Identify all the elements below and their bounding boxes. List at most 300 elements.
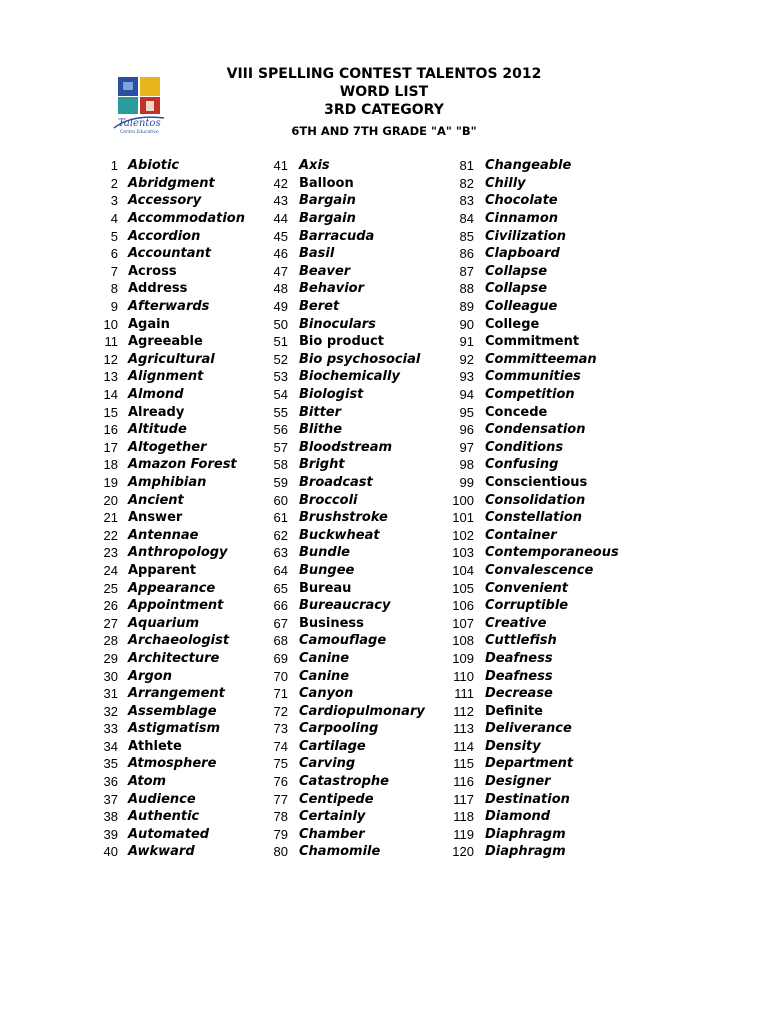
list-item xyxy=(96,245,245,263)
list-item xyxy=(448,474,619,492)
item-number: 45 xyxy=(273,228,288,244)
list-item xyxy=(262,315,425,333)
item-word: Bio psychosocial xyxy=(299,351,421,367)
item-number: 22 xyxy=(103,527,118,543)
list-item xyxy=(262,298,425,316)
item-word: Authentic xyxy=(128,809,200,825)
list-item xyxy=(262,333,425,351)
item-word: Bloodstream xyxy=(299,439,393,455)
item-number: 113 xyxy=(453,721,474,737)
item-number: 36 xyxy=(103,774,118,790)
item-number: 93 xyxy=(459,369,474,385)
item-word: Destination xyxy=(485,791,570,807)
item-word: Alignment xyxy=(128,369,204,385)
contest-title: VIII SPELLING CONTEST TALENTOS 2012 xyxy=(226,66,542,82)
list-item xyxy=(96,351,245,369)
list-item xyxy=(448,210,619,228)
list-item xyxy=(262,509,425,527)
item-number: 52 xyxy=(273,351,288,367)
item-number: 55 xyxy=(273,404,288,420)
item-word: Designer xyxy=(485,774,551,790)
word-column-1 xyxy=(96,157,245,861)
list-item xyxy=(448,386,619,404)
list-item xyxy=(96,491,245,509)
item-number: 118 xyxy=(453,809,474,825)
item-number: 61 xyxy=(273,510,288,526)
item-number: 8 xyxy=(110,281,118,297)
item-number: 110 xyxy=(453,668,474,684)
list-item xyxy=(448,773,619,791)
item-number: 83 xyxy=(459,193,474,209)
item-word: Collapse xyxy=(485,263,548,279)
list-item xyxy=(96,755,245,773)
item-word: Bargain xyxy=(299,193,356,209)
item-number: 69 xyxy=(273,650,288,666)
list-item xyxy=(262,790,425,808)
item-number: 29 xyxy=(103,650,118,666)
list-item xyxy=(96,614,245,632)
list-item xyxy=(262,667,425,685)
list-item xyxy=(262,685,425,703)
item-word: Conscientious xyxy=(485,474,588,490)
item-word: Container xyxy=(485,527,557,543)
item-word: Abridgment xyxy=(128,175,215,191)
list-item xyxy=(262,263,425,281)
item-word: Accountant xyxy=(128,246,211,262)
list-item xyxy=(96,386,245,404)
list-item xyxy=(262,614,425,632)
list-item xyxy=(262,386,425,404)
item-number: 46 xyxy=(273,246,288,262)
item-number: 92 xyxy=(459,351,474,367)
item-word: Deafness xyxy=(485,668,553,684)
item-word: Bungee xyxy=(299,562,355,578)
item-number: 28 xyxy=(103,633,118,649)
item-word: Answer xyxy=(128,510,183,526)
item-word: Agricultural xyxy=(128,351,215,367)
item-number: 74 xyxy=(273,738,288,754)
item-number: 116 xyxy=(453,774,474,790)
item-word: Audience xyxy=(128,791,196,807)
item-number: 56 xyxy=(273,422,288,438)
item-word: Biologist xyxy=(299,387,364,403)
list-item xyxy=(262,403,425,421)
item-number: 82 xyxy=(459,175,474,191)
item-number: 112 xyxy=(453,703,474,719)
item-word: Conditions xyxy=(485,439,564,455)
item-word: Bright xyxy=(299,457,345,473)
list-item xyxy=(96,368,245,386)
item-number: 11 xyxy=(104,334,118,350)
list-item xyxy=(448,720,619,738)
list-item xyxy=(96,632,245,650)
item-number: 40 xyxy=(103,844,118,860)
item-number: 54 xyxy=(273,387,288,403)
list-item xyxy=(448,175,619,193)
list-item xyxy=(448,755,619,773)
item-number: 53 xyxy=(273,369,288,385)
list-item xyxy=(262,702,425,720)
item-number: 81 xyxy=(459,158,474,174)
item-word: Behavior xyxy=(299,281,365,297)
item-number: 34 xyxy=(103,738,118,754)
item-number: 50 xyxy=(273,316,288,332)
item-number: 91 xyxy=(459,334,474,350)
list-item xyxy=(448,280,619,298)
item-number: 30 xyxy=(103,668,118,684)
item-number: 4 xyxy=(110,211,118,227)
item-word: Accommodation xyxy=(128,211,245,227)
item-number: 27 xyxy=(103,615,118,631)
list-item xyxy=(448,702,619,720)
item-word: Collapse xyxy=(485,281,548,297)
item-number: 64 xyxy=(273,562,288,578)
item-word: Decrease xyxy=(485,686,553,702)
item-word: Clapboard xyxy=(485,246,560,262)
list-item xyxy=(96,667,245,685)
word-column-3 xyxy=(448,157,619,861)
list-item xyxy=(262,544,425,562)
item-word: Apparent xyxy=(128,562,197,578)
category-heading: 3RD CATEGORY xyxy=(324,102,444,118)
list-item xyxy=(96,544,245,562)
list-item xyxy=(448,192,619,210)
list-item xyxy=(448,667,619,685)
item-number: 43 xyxy=(273,193,288,209)
list-item xyxy=(262,192,425,210)
item-word: Agreeable xyxy=(128,334,203,350)
item-word: Deliverance xyxy=(485,721,572,737)
list-item xyxy=(96,597,245,615)
item-number: 62 xyxy=(273,527,288,543)
list-item xyxy=(96,526,245,544)
item-number: 108 xyxy=(452,633,474,649)
list-item xyxy=(448,298,619,316)
item-number: 33 xyxy=(103,721,118,737)
item-word: Commitment xyxy=(485,334,580,350)
item-word: Carving xyxy=(299,756,356,772)
list-item xyxy=(448,351,619,369)
item-number: 17 xyxy=(103,439,118,455)
list-item xyxy=(262,843,425,861)
item-word: Atmosphere xyxy=(128,756,217,772)
item-number: 80 xyxy=(273,844,288,860)
item-number: 97 xyxy=(459,439,474,455)
item-number: 10 xyxy=(103,316,118,332)
item-number: 120 xyxy=(452,844,474,860)
item-number: 70 xyxy=(273,668,288,684)
item-number: 14 xyxy=(103,387,118,403)
item-word: Bureaucracy xyxy=(299,598,391,614)
item-number: 26 xyxy=(103,598,118,614)
item-number: 48 xyxy=(273,281,288,297)
list-item xyxy=(448,614,619,632)
item-word: Broccoli xyxy=(299,492,358,508)
list-item xyxy=(448,597,619,615)
item-word: Camouflage xyxy=(299,633,387,649)
item-number: 98 xyxy=(459,457,474,473)
item-word: Buckwheat xyxy=(299,527,380,543)
item-number: 23 xyxy=(103,545,118,561)
list-item xyxy=(448,808,619,826)
list-item xyxy=(262,439,425,457)
item-word: Basil xyxy=(299,246,335,262)
list-item xyxy=(96,333,245,351)
list-item xyxy=(262,175,425,193)
item-number: 42 xyxy=(273,175,288,191)
list-item xyxy=(262,474,425,492)
item-number: 86 xyxy=(459,246,474,262)
item-word: Brushstroke xyxy=(299,510,388,526)
item-word: Biochemically xyxy=(299,369,400,385)
item-word: Consolidation xyxy=(485,492,586,508)
item-number: 49 xyxy=(273,299,288,315)
item-number: 41 xyxy=(273,158,288,174)
list-item xyxy=(96,298,245,316)
list-item xyxy=(448,632,619,650)
list-item xyxy=(448,403,619,421)
item-word: Already xyxy=(128,404,185,420)
item-word: Anthropology xyxy=(128,545,228,561)
list-item xyxy=(96,421,245,439)
item-number: 90 xyxy=(459,316,474,332)
item-number: 38 xyxy=(103,809,118,825)
item-word: Committeeman xyxy=(485,351,597,367)
item-word: Centipede xyxy=(299,791,374,807)
item-number: 58 xyxy=(273,457,288,473)
list-item xyxy=(448,509,619,527)
list-item xyxy=(96,843,245,861)
item-number: 5 xyxy=(110,228,118,244)
item-word: Altogether xyxy=(128,439,207,455)
item-word: Aquarium xyxy=(128,615,200,631)
list-item xyxy=(262,245,425,263)
list-item xyxy=(96,650,245,668)
item-word: Accordion xyxy=(128,228,201,244)
item-word: Diamond xyxy=(485,809,551,825)
list-item xyxy=(96,509,245,527)
item-number: 21 xyxy=(103,510,118,526)
list-item xyxy=(448,579,619,597)
item-word: Communities xyxy=(485,369,581,385)
item-number: 20 xyxy=(103,492,118,508)
item-word: Accessory xyxy=(128,193,202,209)
item-number: 1 xyxy=(110,158,118,174)
item-number: 95 xyxy=(459,404,474,420)
item-word: Bio product xyxy=(299,334,384,350)
list-item xyxy=(448,491,619,509)
item-word: Carpooling xyxy=(299,721,379,737)
item-number: 102 xyxy=(452,527,474,543)
item-number: 75 xyxy=(273,756,288,772)
item-word: Architecture xyxy=(128,650,220,666)
item-word: Density xyxy=(485,738,541,754)
list-item xyxy=(262,738,425,756)
item-word: Astigmatism xyxy=(128,721,221,737)
item-number: 71 xyxy=(273,686,288,702)
list-item xyxy=(448,368,619,386)
item-word: Cardiopulmonary xyxy=(299,703,425,719)
item-number: 31 xyxy=(103,686,118,702)
item-word: Changeable xyxy=(485,158,572,174)
item-word: Balloon xyxy=(299,175,354,191)
item-number: 35 xyxy=(103,756,118,772)
list-item xyxy=(448,421,619,439)
list-item xyxy=(262,210,425,228)
item-number: 39 xyxy=(103,826,118,842)
item-word: Chocolate xyxy=(485,193,558,209)
list-item xyxy=(262,456,425,474)
item-number: 57 xyxy=(273,439,288,455)
list-item xyxy=(262,227,425,245)
list-item xyxy=(96,456,245,474)
item-number: 103 xyxy=(452,545,474,561)
item-number: 99 xyxy=(459,474,474,490)
item-word: Almond xyxy=(128,387,184,403)
item-number: 73 xyxy=(273,721,288,737)
list-item xyxy=(262,351,425,369)
item-word: Department xyxy=(485,756,574,772)
list-item xyxy=(448,439,619,457)
item-word: Argon xyxy=(128,668,172,684)
list-item xyxy=(96,579,245,597)
list-item xyxy=(96,403,245,421)
item-number: 68 xyxy=(273,633,288,649)
item-word: Contemporaneous xyxy=(485,545,619,561)
item-word: Ancient xyxy=(128,492,184,508)
list-item xyxy=(96,720,245,738)
item-number: 3 xyxy=(110,193,118,209)
item-word: Bitter xyxy=(299,404,342,420)
item-number: 32 xyxy=(103,703,118,719)
list-item xyxy=(96,439,245,457)
list-item xyxy=(448,826,619,844)
item-number: 115 xyxy=(453,756,474,772)
item-number: 63 xyxy=(273,545,288,561)
list-item xyxy=(262,579,425,597)
word-column-2 xyxy=(262,157,425,861)
list-item xyxy=(262,632,425,650)
list-item xyxy=(448,333,619,351)
svg-text:Talentos: Talentos xyxy=(118,118,161,129)
item-word: Confusing xyxy=(485,457,559,473)
item-word: Chamber xyxy=(299,826,365,842)
item-number: 6 xyxy=(110,246,118,262)
item-word: Condensation xyxy=(485,422,586,438)
list-item xyxy=(262,526,425,544)
item-number: 15 xyxy=(103,404,118,420)
list-item xyxy=(448,157,619,175)
list-item xyxy=(96,790,245,808)
list-item xyxy=(262,755,425,773)
item-word: Beaver xyxy=(299,263,351,279)
word-list-heading: WORD LIST xyxy=(339,84,429,100)
item-number: 105 xyxy=(452,580,474,596)
item-word: Athlete xyxy=(128,738,182,754)
list-item xyxy=(448,790,619,808)
list-item xyxy=(96,227,245,245)
list-item xyxy=(262,720,425,738)
list-item xyxy=(448,843,619,861)
item-number: 37 xyxy=(103,791,118,807)
list-item xyxy=(96,702,245,720)
item-word: Definite xyxy=(485,703,543,719)
list-item xyxy=(262,368,425,386)
item-number: 106 xyxy=(452,598,474,614)
item-number: 16 xyxy=(103,422,118,438)
item-word: Canine xyxy=(299,650,350,666)
list-item xyxy=(96,263,245,281)
item-number: 117 xyxy=(453,791,474,807)
list-item xyxy=(448,315,619,333)
item-number: 89 xyxy=(459,299,474,315)
item-word: Broadcast xyxy=(299,474,373,490)
item-word: Diaphragm xyxy=(485,826,566,842)
item-word: Catastrophe xyxy=(299,774,389,790)
item-word: Abiotic xyxy=(128,158,180,174)
item-word: Amazon Forest xyxy=(128,457,237,473)
list-item xyxy=(262,157,425,175)
list-item xyxy=(96,280,245,298)
item-number: 7 xyxy=(110,263,118,279)
item-number: 111 xyxy=(454,686,474,702)
list-item xyxy=(96,738,245,756)
item-word: Automated xyxy=(128,826,210,842)
item-word: Business xyxy=(299,615,364,631)
item-word: Diaphragm xyxy=(485,844,566,860)
item-number: 76 xyxy=(273,774,288,790)
item-number: 77 xyxy=(273,791,288,807)
item-word: Assemblage xyxy=(128,703,217,719)
item-word: Bargain xyxy=(299,211,356,227)
list-item xyxy=(448,738,619,756)
item-word: Chamomile xyxy=(299,844,381,860)
item-word: Barracuda xyxy=(299,228,375,244)
list-item xyxy=(96,685,245,703)
item-word: Axis xyxy=(299,158,330,174)
list-item xyxy=(96,808,245,826)
item-number: 114 xyxy=(453,738,474,754)
item-number: 44 xyxy=(273,211,288,227)
list-item xyxy=(448,245,619,263)
item-word: Binoculars xyxy=(299,316,376,332)
item-number: 88 xyxy=(459,281,474,297)
item-word: Arrangement xyxy=(128,686,225,702)
item-number: 65 xyxy=(273,580,288,596)
item-word: Bundle xyxy=(299,545,350,561)
item-word: Deafness xyxy=(485,650,553,666)
item-word: Canine xyxy=(299,668,350,684)
list-item xyxy=(262,280,425,298)
item-word: Corruptible xyxy=(485,598,569,614)
list-item xyxy=(96,192,245,210)
item-word: Cinnamon xyxy=(485,211,559,227)
item-number: 87 xyxy=(459,263,474,279)
item-number: 9 xyxy=(110,299,118,315)
item-number: 78 xyxy=(273,809,288,825)
item-word: Afterwards xyxy=(128,299,210,315)
grade-heading: 6TH AND 7TH GRADE "A" "B" xyxy=(291,124,477,138)
item-number: 51 xyxy=(273,334,288,350)
list-item xyxy=(448,685,619,703)
list-item xyxy=(448,456,619,474)
item-word: Altitude xyxy=(128,422,187,438)
item-number: 2 xyxy=(110,175,118,191)
item-word: Convenient xyxy=(485,580,569,596)
item-number: 66 xyxy=(273,598,288,614)
item-number: 67 xyxy=(273,615,288,631)
item-word: Amphibian xyxy=(128,474,207,490)
